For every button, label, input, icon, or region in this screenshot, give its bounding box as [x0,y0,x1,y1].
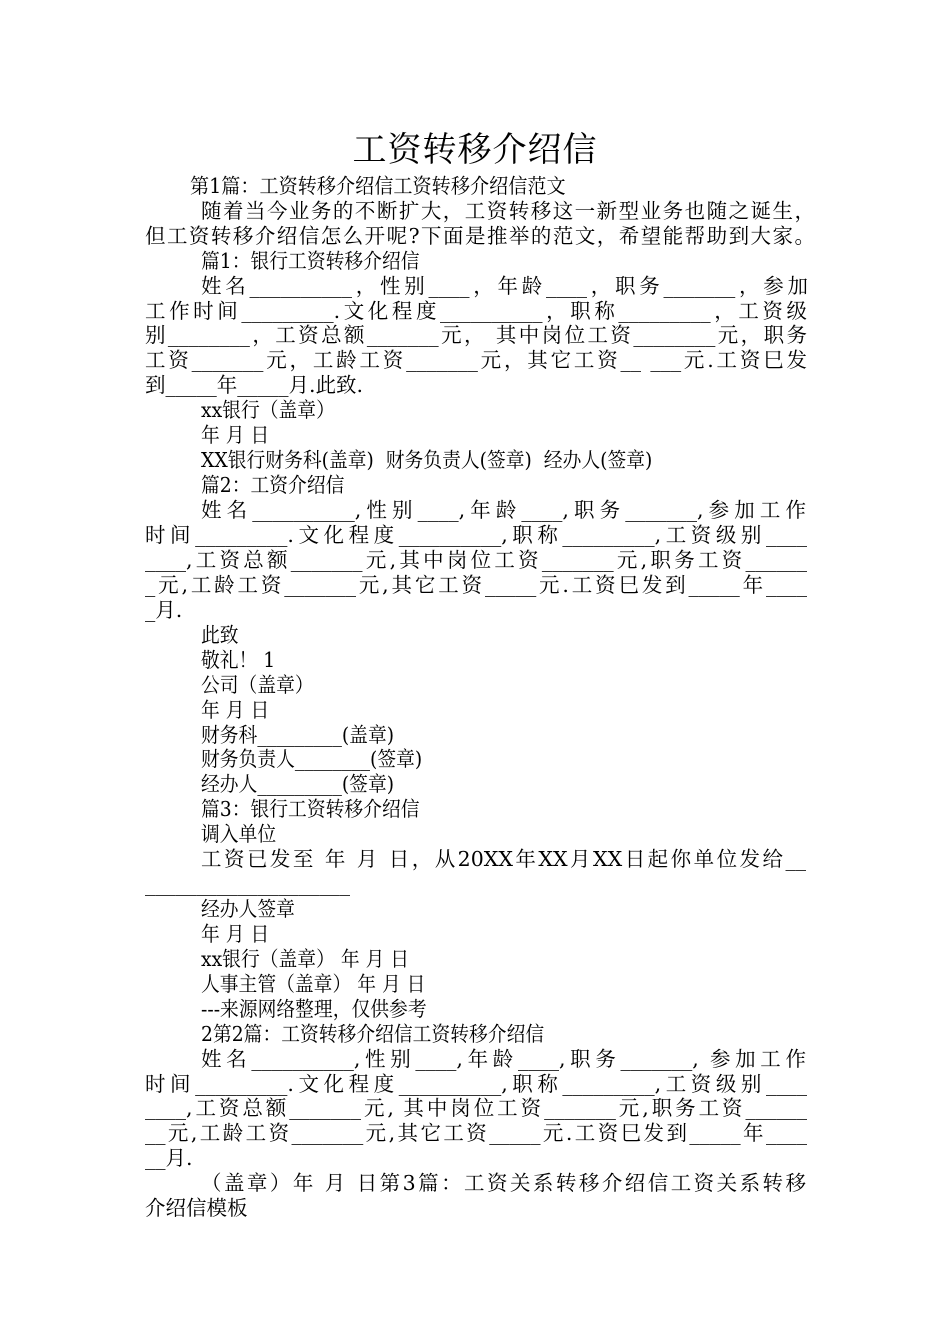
document-title: 工资转移介绍信 [352,130,598,170]
form-line: 时间_________.文化程度__________,职称_________,工资级别____ [145,523,807,547]
source-note: ---来源网络整理，仅供参考 [201,997,427,1021]
signature-line: xx银行（盖章） 年 月 日 [201,947,410,971]
closing-line: 敬礼！ 1 [201,648,276,672]
date-line: 年 月 日 [201,423,270,447]
subsection-heading: 篇3：银行工资转移介绍信 [201,797,420,821]
body-line: 调入单位 [201,822,277,846]
form-line: ____,工资总额_______元,其中岗位工资_______元,职务工资______ [145,548,807,572]
form-line: _月. [145,598,183,622]
closing-line: 此致 [201,623,239,647]
form-line: _元,工龄工资_______元,其它工资_____元.工资巳发到_____年____ [145,573,807,597]
form-line: __元,工龄工资_______元,其它工资_____元.工资巳发到_____年____ [145,1121,807,1145]
form-line: 到_____年_____月.此致. [145,373,364,397]
section-heading-1: 第1篇：工资转移介绍信工资转移介绍信范文 [190,174,566,198]
date-line: 年 月 日 [201,698,270,722]
date-line: 年 月 日 [201,922,270,946]
signature-line: 财务负责人________(签章) [201,747,423,771]
subsection-heading: 篇1：银行工资转移介绍信 [201,249,420,273]
form-line: 工作时间_________.文化程度__________，职称_________，工资级 [145,299,807,323]
form-line: 姓名__________,性别____,年龄____,职务_______, 参加工作 [201,1047,806,1071]
signature-line: 人事主管（盖章） 年 月 日 [201,972,426,996]
signature-line: 经办人_________(签章) [201,772,395,796]
signature-line: XX银行财务科(盖章) 财务负责人(签章) 经办人(签章) [201,448,653,472]
section-heading-2: 2第2篇：工资转移介绍信工资转移介绍信 [201,1022,545,1046]
form-line: 姓名__________，性别____，年龄____，职务_______，参加 [201,274,808,298]
form-line: __月. [145,1146,193,1170]
body-line: 工资已发至 年 月 日，从20XX年XX月XX日起你单位发给__ [201,847,806,871]
section-heading-3: （盖章）年 月 日第3篇：工资关系转移介绍信工资关系转移 [201,1171,806,1195]
intro-line-1: 随着当今业务的不断扩大，工资转移这一新型业务也随之诞生， [201,199,815,223]
signature-line: 财务科_________(盖章) [201,723,395,747]
form-line: 姓名__________,性别____,年龄____,职务_______,参加工作 [201,498,806,522]
body-line: 介绍信模板 [145,1196,248,1220]
form-line: 时间_________.文化程度__________,职称_________,工资级别____ [145,1072,807,1096]
signature-line: 公司（盖章） [201,673,314,697]
signature-line: 经办人签章 [201,897,295,921]
form-line: 别________，工资总额_______元， 其中岗位工资________元，职务 [145,323,807,347]
form-line: 工资_______元，工龄工资_______元，其它工资__ ___元.工资巳发 [145,348,807,372]
intro-line-2: 但工资转移介绍信怎么开呢?下面是推举的范文，希望能帮助到大家。 [145,224,815,248]
blank-line: ____________________ [145,872,350,896]
form-line: ____,工资总额_______元, 其中岗位工资_______元,职务工资______ [145,1096,807,1120]
subsection-heading: 篇2：工资介绍信 [201,473,345,497]
signature-line: xx银行（盖章） [201,398,335,422]
